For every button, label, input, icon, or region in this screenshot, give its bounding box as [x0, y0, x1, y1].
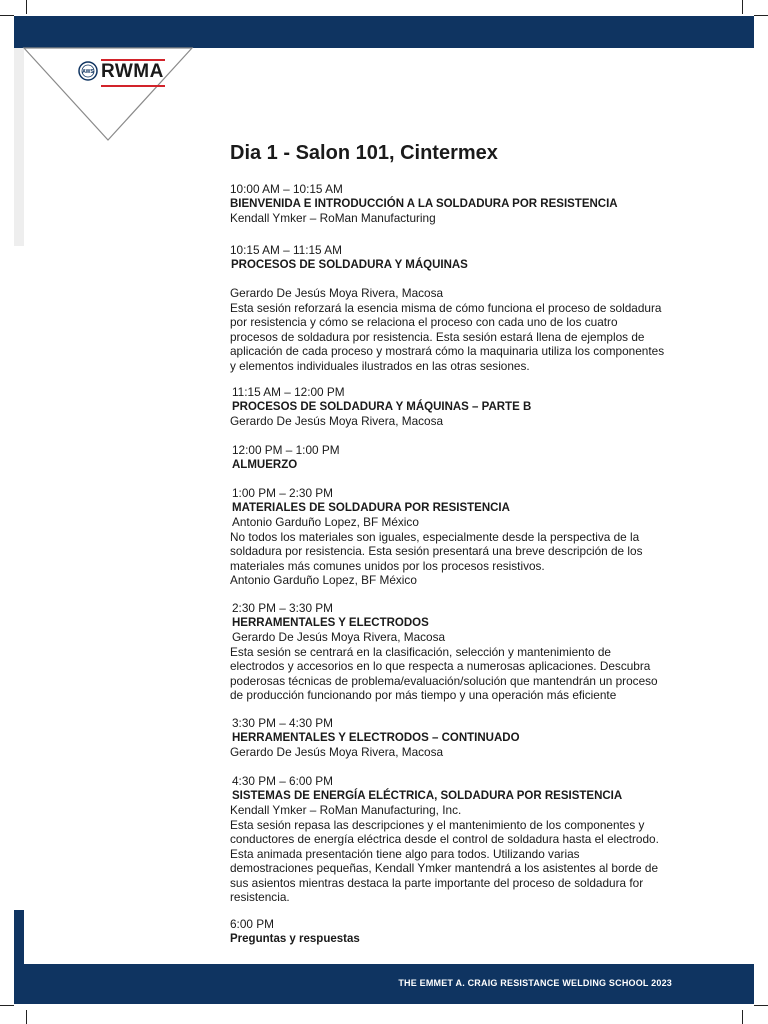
- crop-mark: [0, 15, 14, 16]
- session-description-line: procesos de soldadura por resistencia. Esta sesión estará llena de ejemplos de: [230, 329, 645, 344]
- session-speaker: Kendall Ymker – RoMan Manufacturing: [230, 211, 436, 225]
- session-speaker: Gerardo De Jesús Moya Rivera, Macosa: [232, 630, 446, 644]
- session-title: MATERIALES DE SOLDADURA POR RESISTENCIA: [232, 501, 510, 514]
- session-description-line: de producción funcionando por más tiempo y una operación más eficiente: [230, 688, 617, 702]
- crop-mark: [754, 1005, 768, 1006]
- session-block: [230, 917, 675, 946]
- session-title: PROCESOS DE SOLDADURA Y MÁQUINAS: [231, 258, 468, 271]
- session-description-line: y elementos individuales ilustrados en las otras sesiones.: [230, 358, 530, 373]
- session-block: [230, 182, 675, 226]
- session-time: 3:30 PM – 4:30 PM: [232, 716, 333, 730]
- crop-mark: [26, 1010, 27, 1024]
- aws-badge-icon: [78, 61, 98, 81]
- crop-mark: [742, 0, 743, 14]
- session-title: HERRAMENTALES Y ELECTRODOS: [232, 616, 429, 629]
- session-title: SISTEMAS DE ENERGÍA ELÉCTRICA, SOLDADURA POR RESISTENCIA: [232, 789, 623, 802]
- session-speaker: Antonio Garduño Lopez, BF México: [230, 573, 417, 587]
- session-description-line: soldadura por resistencia. Esta sesión presentará una breve descripción de los: [230, 544, 643, 558]
- session-title: ALMUERZO: [232, 458, 298, 471]
- session-title: PROCESOS DE SOLDADURA Y MÁQUINAS – PARTE B: [232, 400, 532, 413]
- session-description-line: por resistencia y cómo se relaciona el proceso con cada uno de los cuatro: [230, 315, 618, 329]
- session-speaker: Gerardo De Jesús Moya Rivera, Macosa: [230, 745, 444, 759]
- session-description-line: demostraciones pequeñas, Kendall Ymker mantendrá a los asistentes al borde de: [230, 861, 659, 875]
- session-description-line: poderosas técnicas de problema/evaluación/solución que mantendrán un proceso: [230, 673, 658, 688]
- session-description-line: electrodos y accesorios en lo que respecta a numerosas aplicaciones. Descubra: [230, 659, 651, 673]
- session-description-line: aplicación de cada proceso y mostrará cómo la maquinaria utiliza los componentes: [230, 344, 665, 358]
- crop-mark: [742, 1010, 743, 1024]
- session-time: 11:15 AM – 12:00 PM: [232, 385, 345, 399]
- logo-text: RWMA: [101, 61, 164, 82]
- session-block: [232, 716, 677, 760]
- footer-band: [14, 964, 754, 1004]
- session-description-line: Esta animada presentación tiene algo para todos. Utilizando varias: [230, 846, 580, 861]
- session-block: [232, 443, 677, 472]
- session-description-line: No todos los materiales son iguales, especialmente desde la perspectiva de la: [230, 529, 640, 544]
- session-description-line: Esta sesión se centrará en la clasificación, selección y mantenimiento de: [230, 644, 611, 659]
- session-time: 4:30 PM – 6:00 PM: [232, 774, 333, 788]
- footer-text: THE EMMET A. CRAIG RESISTANCE WELDING SCHOOL 2023: [398, 978, 672, 988]
- page-title: Dia 1 - Salon 101, Cintermex: [230, 142, 498, 164]
- session-block: [232, 385, 677, 429]
- crop-mark: [0, 1005, 14, 1006]
- session-time: 6:00 PM: [230, 917, 274, 931]
- logo-chevron: [22, 40, 200, 144]
- left-accent-strip: [14, 910, 24, 966]
- session-time: 10:15 AM – 11:15 AM: [230, 243, 342, 257]
- session-description-line: materiales más comunes unidos por los procesos resistivos.: [230, 558, 545, 573]
- session-time: 1:00 PM – 2:30 PM: [232, 486, 333, 500]
- session-description-line: conductores de energía eléctrica desde el control de soldadura hasta el electrodo.: [230, 832, 659, 846]
- session-block: [232, 486, 677, 588]
- session-description-line: resistencia.: [230, 890, 290, 904]
- session-block: [230, 243, 675, 373]
- session-description-line: Esta sesión reforzará la esencia misma de cómo funciona el proceso de soldadura: [230, 300, 662, 315]
- session-title: BIENVENIDA E INTRODUCCIÓN A LA SOLDADURA POR RESISTENCIA: [230, 197, 618, 210]
- session-speaker: Gerardo De Jesús Moya Rivera, Macosa: [230, 414, 444, 428]
- session-speaker: Antonio Garduño Lopez, BF México: [232, 515, 419, 529]
- logo-rule-bottom: [101, 85, 165, 87]
- session-time: 12:00 PM – 1:00 PM: [232, 443, 340, 457]
- crop-mark: [26, 0, 27, 14]
- svg-text:AWS: AWS: [82, 69, 94, 75]
- session-time: 10:00 AM – 10:15 AM: [230, 182, 343, 196]
- rwma-logo: [78, 59, 166, 89]
- crop-mark: [754, 15, 768, 16]
- session-description-line: sus asientos mientras destaca la parte importante del proceso de soldadura for: [230, 875, 644, 890]
- session-title: Preguntas y respuestas: [230, 932, 360, 945]
- session-description-line: Esta sesión repasa las descripciones y el mantenimiento de los componentes y: [230, 817, 645, 832]
- session-title: HERRAMENTALES Y ELECTRODOS – CONTINUADO: [232, 731, 520, 744]
- session-speaker: Kendall Ymker – RoMan Manufacturing, Inc.: [230, 803, 462, 817]
- session-block: [232, 601, 677, 703]
- session-time: 2:30 PM – 3:30 PM: [232, 601, 333, 615]
- logo-panel: [22, 40, 200, 144]
- session-speaker: Gerardo De Jesús Moya Rivera, Macosa: [230, 286, 444, 300]
- session-block: [232, 774, 677, 905]
